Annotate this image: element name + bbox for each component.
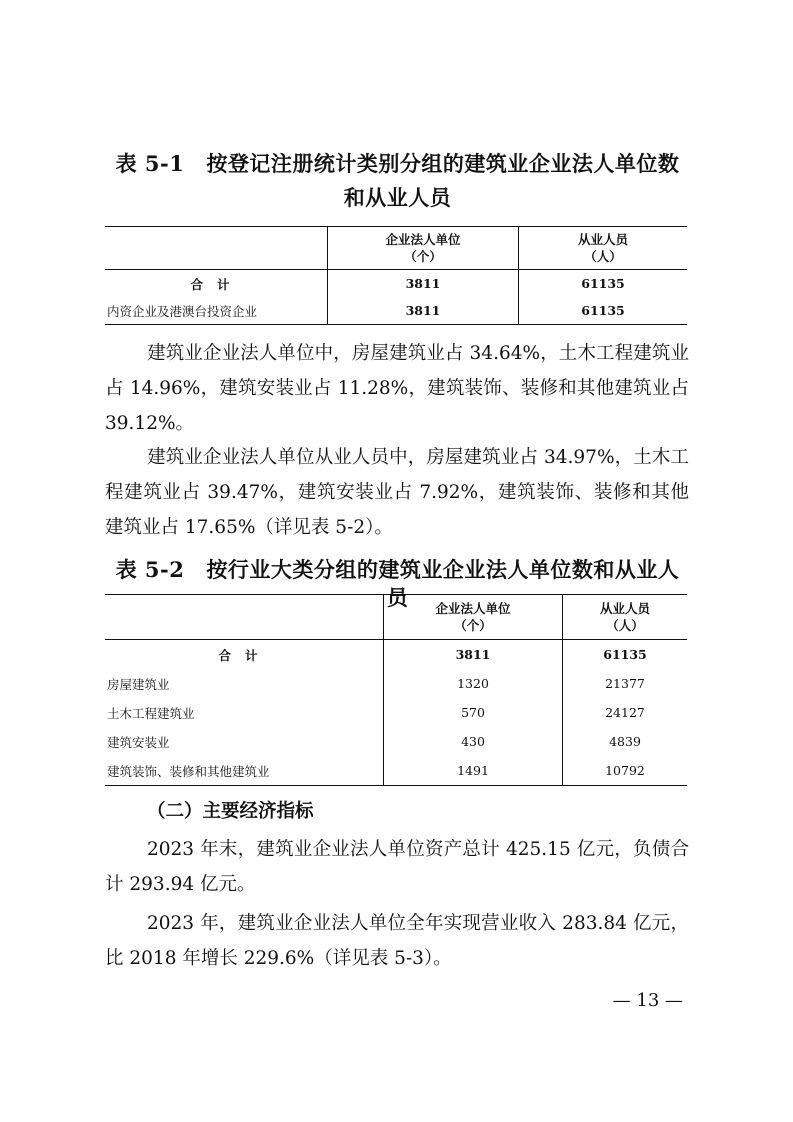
row-units: 3811 bbox=[384, 640, 563, 670]
table1 bbox=[105, 226, 687, 325]
table-row bbox=[105, 756, 687, 786]
section-heading: （二）主要经济指标 bbox=[147, 801, 314, 822]
row-label: 建筑装饰、装修和其他建筑业 bbox=[107, 763, 270, 779]
paragraph-1 bbox=[105, 336, 689, 441]
row-employees: 21377 bbox=[563, 669, 688, 698]
row-units: 3811 bbox=[328, 270, 519, 298]
row-label: 内资企业及港澳台投资企业 bbox=[107, 303, 258, 319]
paragraph-2 bbox=[105, 440, 689, 545]
table2-header-row bbox=[105, 595, 687, 640]
row-units: 1491 bbox=[384, 756, 563, 786]
row-label: 建筑安装业 bbox=[107, 734, 170, 750]
row-units: 3811 bbox=[328, 297, 519, 325]
row-employees: 61135 bbox=[563, 640, 688, 670]
header-unit: （个） bbox=[404, 249, 442, 264]
row-employees: 10792 bbox=[563, 756, 688, 786]
row-label: 合计 bbox=[190, 276, 244, 292]
header-label: 企业法人单位 bbox=[385, 232, 461, 247]
header-label: 从业人员 bbox=[599, 601, 650, 616]
table1-header-row bbox=[105, 227, 687, 270]
paragraph-3 bbox=[105, 832, 689, 902]
table1-title-line1: 按登记注册统计类别分组的建筑业企业法人单位数 bbox=[206, 151, 680, 176]
paragraph-3-text: 2023 年末，建筑业企业法人单位资产总计 425.15 亿元，负债合计 293.94 亿元。 bbox=[105, 839, 689, 895]
table1-title bbox=[105, 150, 690, 178]
row-employees: 61135 bbox=[519, 270, 688, 298]
table1-header-blank bbox=[105, 227, 328, 270]
row-employees: 4839 bbox=[563, 727, 688, 756]
table-row bbox=[105, 727, 687, 756]
table1-title-line2: 和从业人员 bbox=[343, 185, 452, 210]
row-employees: 61135 bbox=[519, 297, 688, 325]
row-units: 570 bbox=[384, 698, 563, 727]
table1-header-employees bbox=[519, 227, 688, 270]
header-unit: （人） bbox=[606, 618, 644, 633]
table2-header-employees bbox=[563, 595, 688, 640]
table-row bbox=[105, 669, 687, 698]
table-row bbox=[105, 270, 687, 298]
row-label: 土木工程建筑业 bbox=[107, 705, 195, 721]
header-label: 从业人员 bbox=[577, 232, 628, 247]
row-label: 房屋建筑业 bbox=[107, 676, 170, 692]
header-label: 企业法人单位 bbox=[435, 601, 511, 616]
table-row bbox=[105, 297, 687, 325]
row-label: 合计 bbox=[218, 647, 272, 663]
table1-header-units bbox=[328, 227, 519, 270]
table2-header-units bbox=[384, 595, 563, 640]
paragraph-4 bbox=[105, 906, 689, 976]
table2-header-blank bbox=[105, 595, 384, 640]
table-row bbox=[105, 640, 687, 670]
table2-number: 表 5-2 bbox=[115, 557, 185, 582]
header-unit: （人） bbox=[584, 249, 622, 264]
header-unit: （个） bbox=[454, 618, 492, 633]
table-row bbox=[105, 698, 687, 727]
page-number: — 13 — bbox=[612, 990, 683, 1011]
row-units: 430 bbox=[384, 727, 563, 756]
paragraph-2-text: 建筑业企业法人单位从业人员中，房屋建筑业占 34.97%，土木工程建筑业占 39.47%，建筑安装业占 7.92%，建筑装饰、装修和其他建筑业占 17.65%（详见表 5-2）。 bbox=[105, 447, 689, 538]
row-units: 1320 bbox=[384, 669, 563, 698]
table1-number: 表 5-1 bbox=[115, 151, 185, 176]
table2-title-text: 按行业大类分组的建筑业企业法人单位数和从业人员 bbox=[206, 557, 680, 610]
paragraph-1-text: 建筑业企业法人单位中，房屋建筑业占 34.64%，土木工程建筑业占 14.96%，建筑安装业占 11.28%，建筑装饰、装修和其他建筑业占 39.12%。 bbox=[105, 343, 689, 434]
table2 bbox=[105, 594, 687, 786]
row-employees: 24127 bbox=[563, 698, 688, 727]
paragraph-4-text: 2023 年，建筑业企业法人单位全年实现营业收入 283.84 亿元，比 2018 年增长 229.6%（详见表 5-3）。 bbox=[105, 913, 689, 969]
